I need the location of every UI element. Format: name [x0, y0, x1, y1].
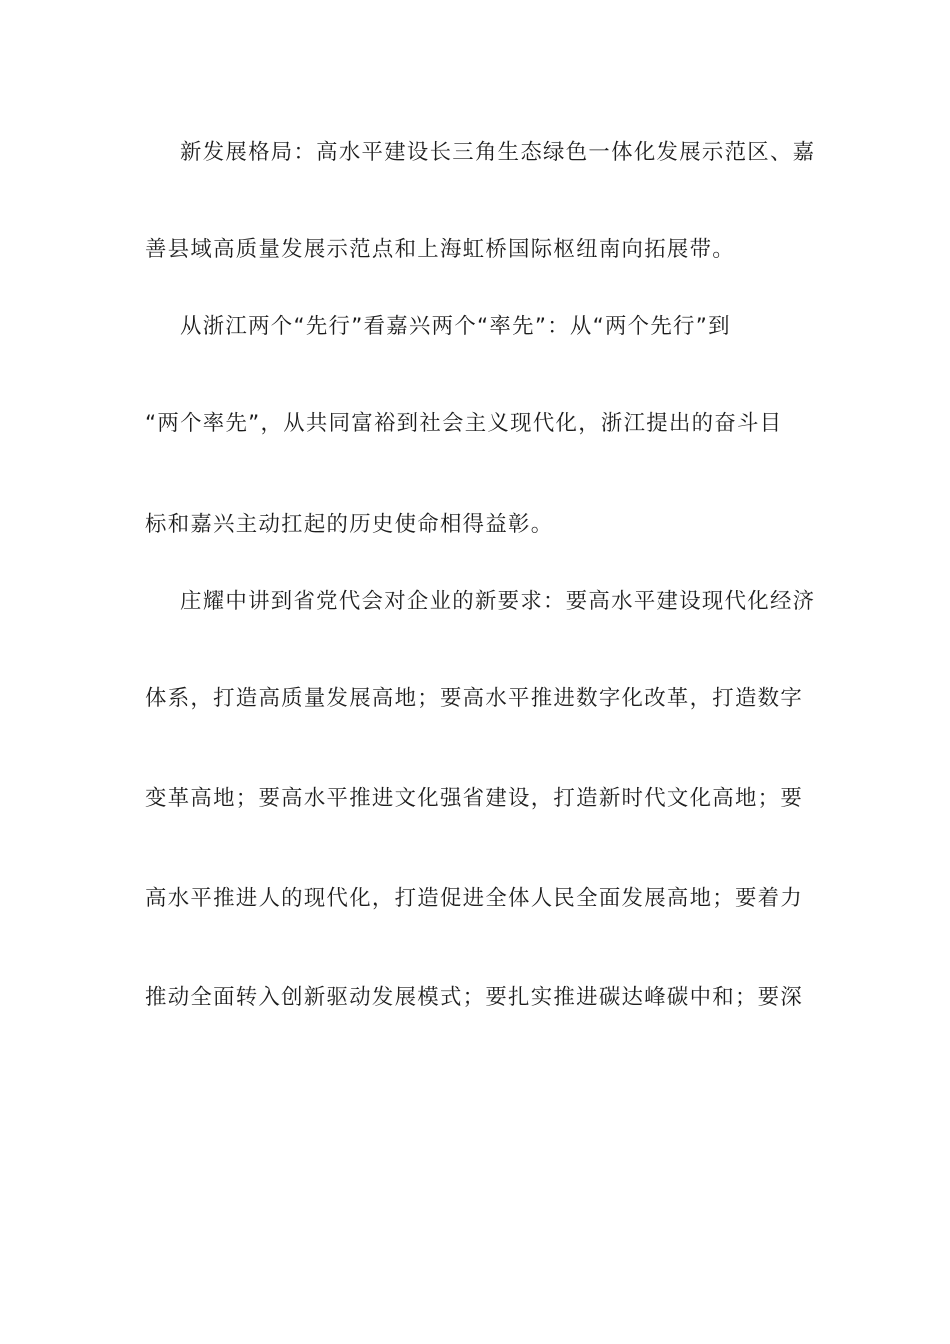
paragraph-3-line-3: 变革高地；要高水平推进文化强省建设，打造新时代文化高地；要	[145, 786, 804, 811]
paragraph-3-line-5: 推动全面转入创新驱动发展模式；要扎实推进碳达峰碳中和；要深	[145, 985, 804, 1010]
paragraph-1-line-1: 新发展格局：高水平建设长三角生态绿色一体化发展示范区、嘉	[180, 140, 816, 165]
paragraph-2-line-2: “两个率先”，从共同富裕到社会主义现代化，浙江提出的奋斗目	[145, 411, 783, 436]
paragraph-3-line-2: 体系，打造高质量发展高地；要高水平推进数字化改革，打造数字	[145, 686, 804, 711]
paragraph-3-line-4: 高水平推进人的现代化，打造促进全体人民全面发展高地；要着力	[145, 886, 804, 911]
paragraph-1-line-2: 善县域高质量发展示范点和上海虹桥国际枢纽南向拓展带。	[145, 237, 735, 262]
paragraph-3-line-1: 庄耀中讲到省党代会对企业的新要求：要高水平建设现代化经济	[180, 589, 816, 614]
paragraph-2-line-1: 从浙江两个“先行”看嘉兴两个“率先”：从“两个先行”到	[180, 314, 731, 339]
paragraph-2-line-3: 标和嘉兴主动扛起的历史使命相得益彰。	[145, 512, 554, 537]
